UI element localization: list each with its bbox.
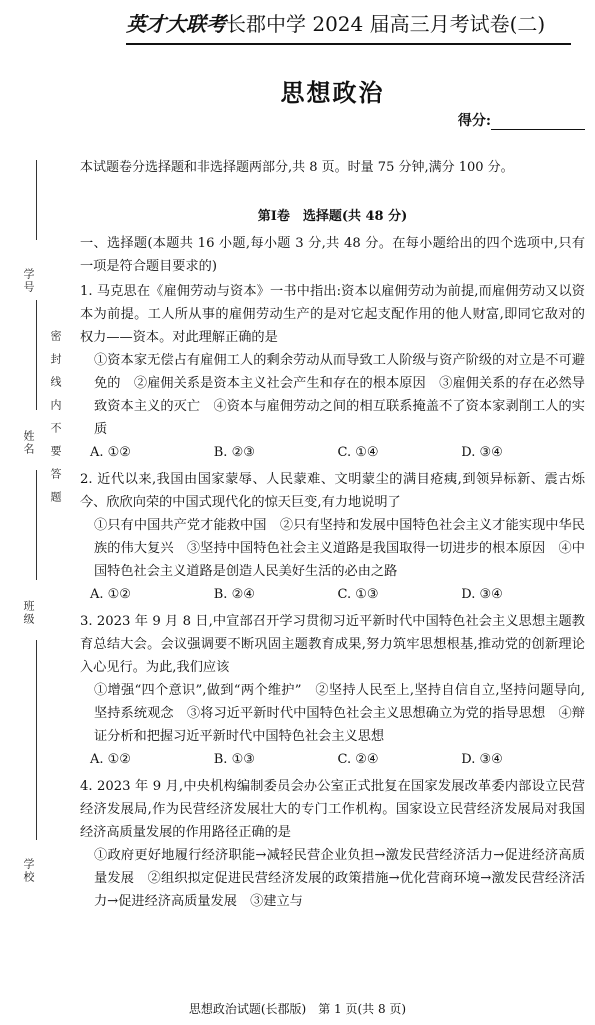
name-label: 姓名: [22, 430, 35, 456]
score-blank: [491, 115, 585, 130]
option-d[interactable]: D. ③④: [461, 445, 503, 460]
exam-header: [126, 8, 571, 45]
option-d[interactable]: D. ③④: [461, 752, 503, 767]
score-field: [80, 110, 585, 130]
option-b[interactable]: B. ②④: [213, 587, 255, 602]
option-b[interactable]: B. ①③: [213, 752, 255, 767]
exam-intro: 本试题卷分选择题和非选择题两部分,共 8 页。时量 75 分钟,满分 100 分。: [80, 160, 514, 175]
student-no-label: 学号: [22, 268, 35, 294]
section-title: 第Ⅰ卷 选择题(共 48 分): [257, 209, 408, 224]
option-d[interactable]: D. ③④: [461, 587, 503, 602]
option-c[interactable]: C. ①④: [337, 445, 379, 460]
option-a[interactable]: A. ①②: [90, 445, 131, 460]
option-row: [80, 748, 585, 771]
section-instruction: 一、选择题(本题共 16 小题,每小题 3 分,共 48 分。在每小题给出的四个选项中,只有一项是符合题目要求的): [80, 236, 585, 274]
option-c[interactable]: C. ②④: [337, 752, 379, 767]
option-c[interactable]: C. ①③: [337, 587, 379, 602]
question-3: [80, 610, 585, 771]
option-b[interactable]: B. ②③: [213, 445, 255, 460]
question-items: ①政府更好地履行经济职能→减轻民营企业负担→激发民营经济活力→促进经济高质量发展 ②组织拟定促进民营经济发展的政策措施→优化营商环境→激发民营经济活力→促进经济高质量发展 ③建立与: [94, 848, 585, 909]
page-footer: 思想政治试题(长郡版) 第 1 页(共 8 页): [188, 1002, 407, 1016]
exam-page: [80, 8, 585, 913]
question-stem: 4. 2023 年 9 月,中央机构编制委员会办公室正式批复在国家发展改革委内部设立民营经济发展局,作为民营经济发展壮大的专门工作机构。国家设立民营经济发展局对我国经济高质量发展的作用路径正确的是: [80, 779, 585, 840]
brand-name: 英才大联考: [126, 12, 226, 36]
question-4: [80, 775, 585, 913]
student-no-line: [36, 160, 37, 240]
option-a[interactable]: A. ①②: [90, 752, 131, 767]
option-a[interactable]: A. ①②: [90, 587, 131, 602]
question-items: ①增强“四个意识”,做到“两个维护” ②坚持人民至上,坚持自信自立,坚持问题导向,坚持系统观念 ③将习近平新时代中国特色社会主义思想确立为党的指导思想 ④辩证分析和把握习近平新时代中国特色社会主义思想: [94, 683, 585, 744]
seal-line-text: 密封线内不要答题: [49, 330, 62, 514]
name-line: [36, 300, 37, 410]
question-stem: 2. 近代以来,我国由国家蒙辱、人民蒙难、文明蒙尘的满目疮痍,到领异标新、震古烁今、欣欣向荣的中国式现代化的惊天巨变,有力地说明了: [80, 472, 585, 510]
score-label: 得分:: [457, 113, 491, 129]
question-1: [80, 280, 585, 464]
exam-title: 长郡中学 2024 届高三月考试卷(二): [226, 12, 546, 36]
question-2: [80, 468, 585, 606]
question-stem: 3. 2023 年 9 月 8 日,中宣部召开学习贯彻习近平新时代中国特色社会主义思想主题教育总结大会。会议强调要不断巩固主题教育成果,努力筑牢思想根基,推动党的创新理论入心见行。为此,我们应该: [80, 614, 585, 675]
question-items: ①只有中国共产党才能救中国 ②只有坚持和发展中国特色社会主义才能实现中华民族的伟大复兴 ③坚持中国特色社会主义道路是我国取得一切进步的根本原因 ④中国特色社会主义道路是创造人民美好生活的必由之路: [94, 518, 585, 579]
class-line: [36, 470, 37, 580]
school-label: 学校: [22, 858, 35, 884]
question-items: ①资本家无偿占有雇佣工人的剩余劳动从而导致工人阶级与资产阶级的对立是不可避免的 ②雇佣关系是资本主义社会产生和存在的根本原因 ③雇佣关系的存在必然导致资本主义的灭亡 ④资本与雇佣劳动之间的相互联系掩盖不了资本家剥削工人的实质: [94, 353, 585, 437]
class-label: 班级: [22, 600, 35, 626]
binding-margin: [0, 0, 76, 1025]
question-stem: 1. 马克思在《雇佣劳动与资本》一书中指出:资本以雇佣劳动为前提,而雇佣劳动又以资本为前提。工人所从事的雇佣劳动生产的是对它起支配作用的他人财富,即同它敌对的权力——资本。对此理解正确的是: [80, 284, 585, 345]
option-row: [80, 583, 585, 606]
school-line: [36, 640, 37, 840]
option-row: [80, 441, 585, 464]
subject-title: 思想政治: [280, 78, 385, 107]
